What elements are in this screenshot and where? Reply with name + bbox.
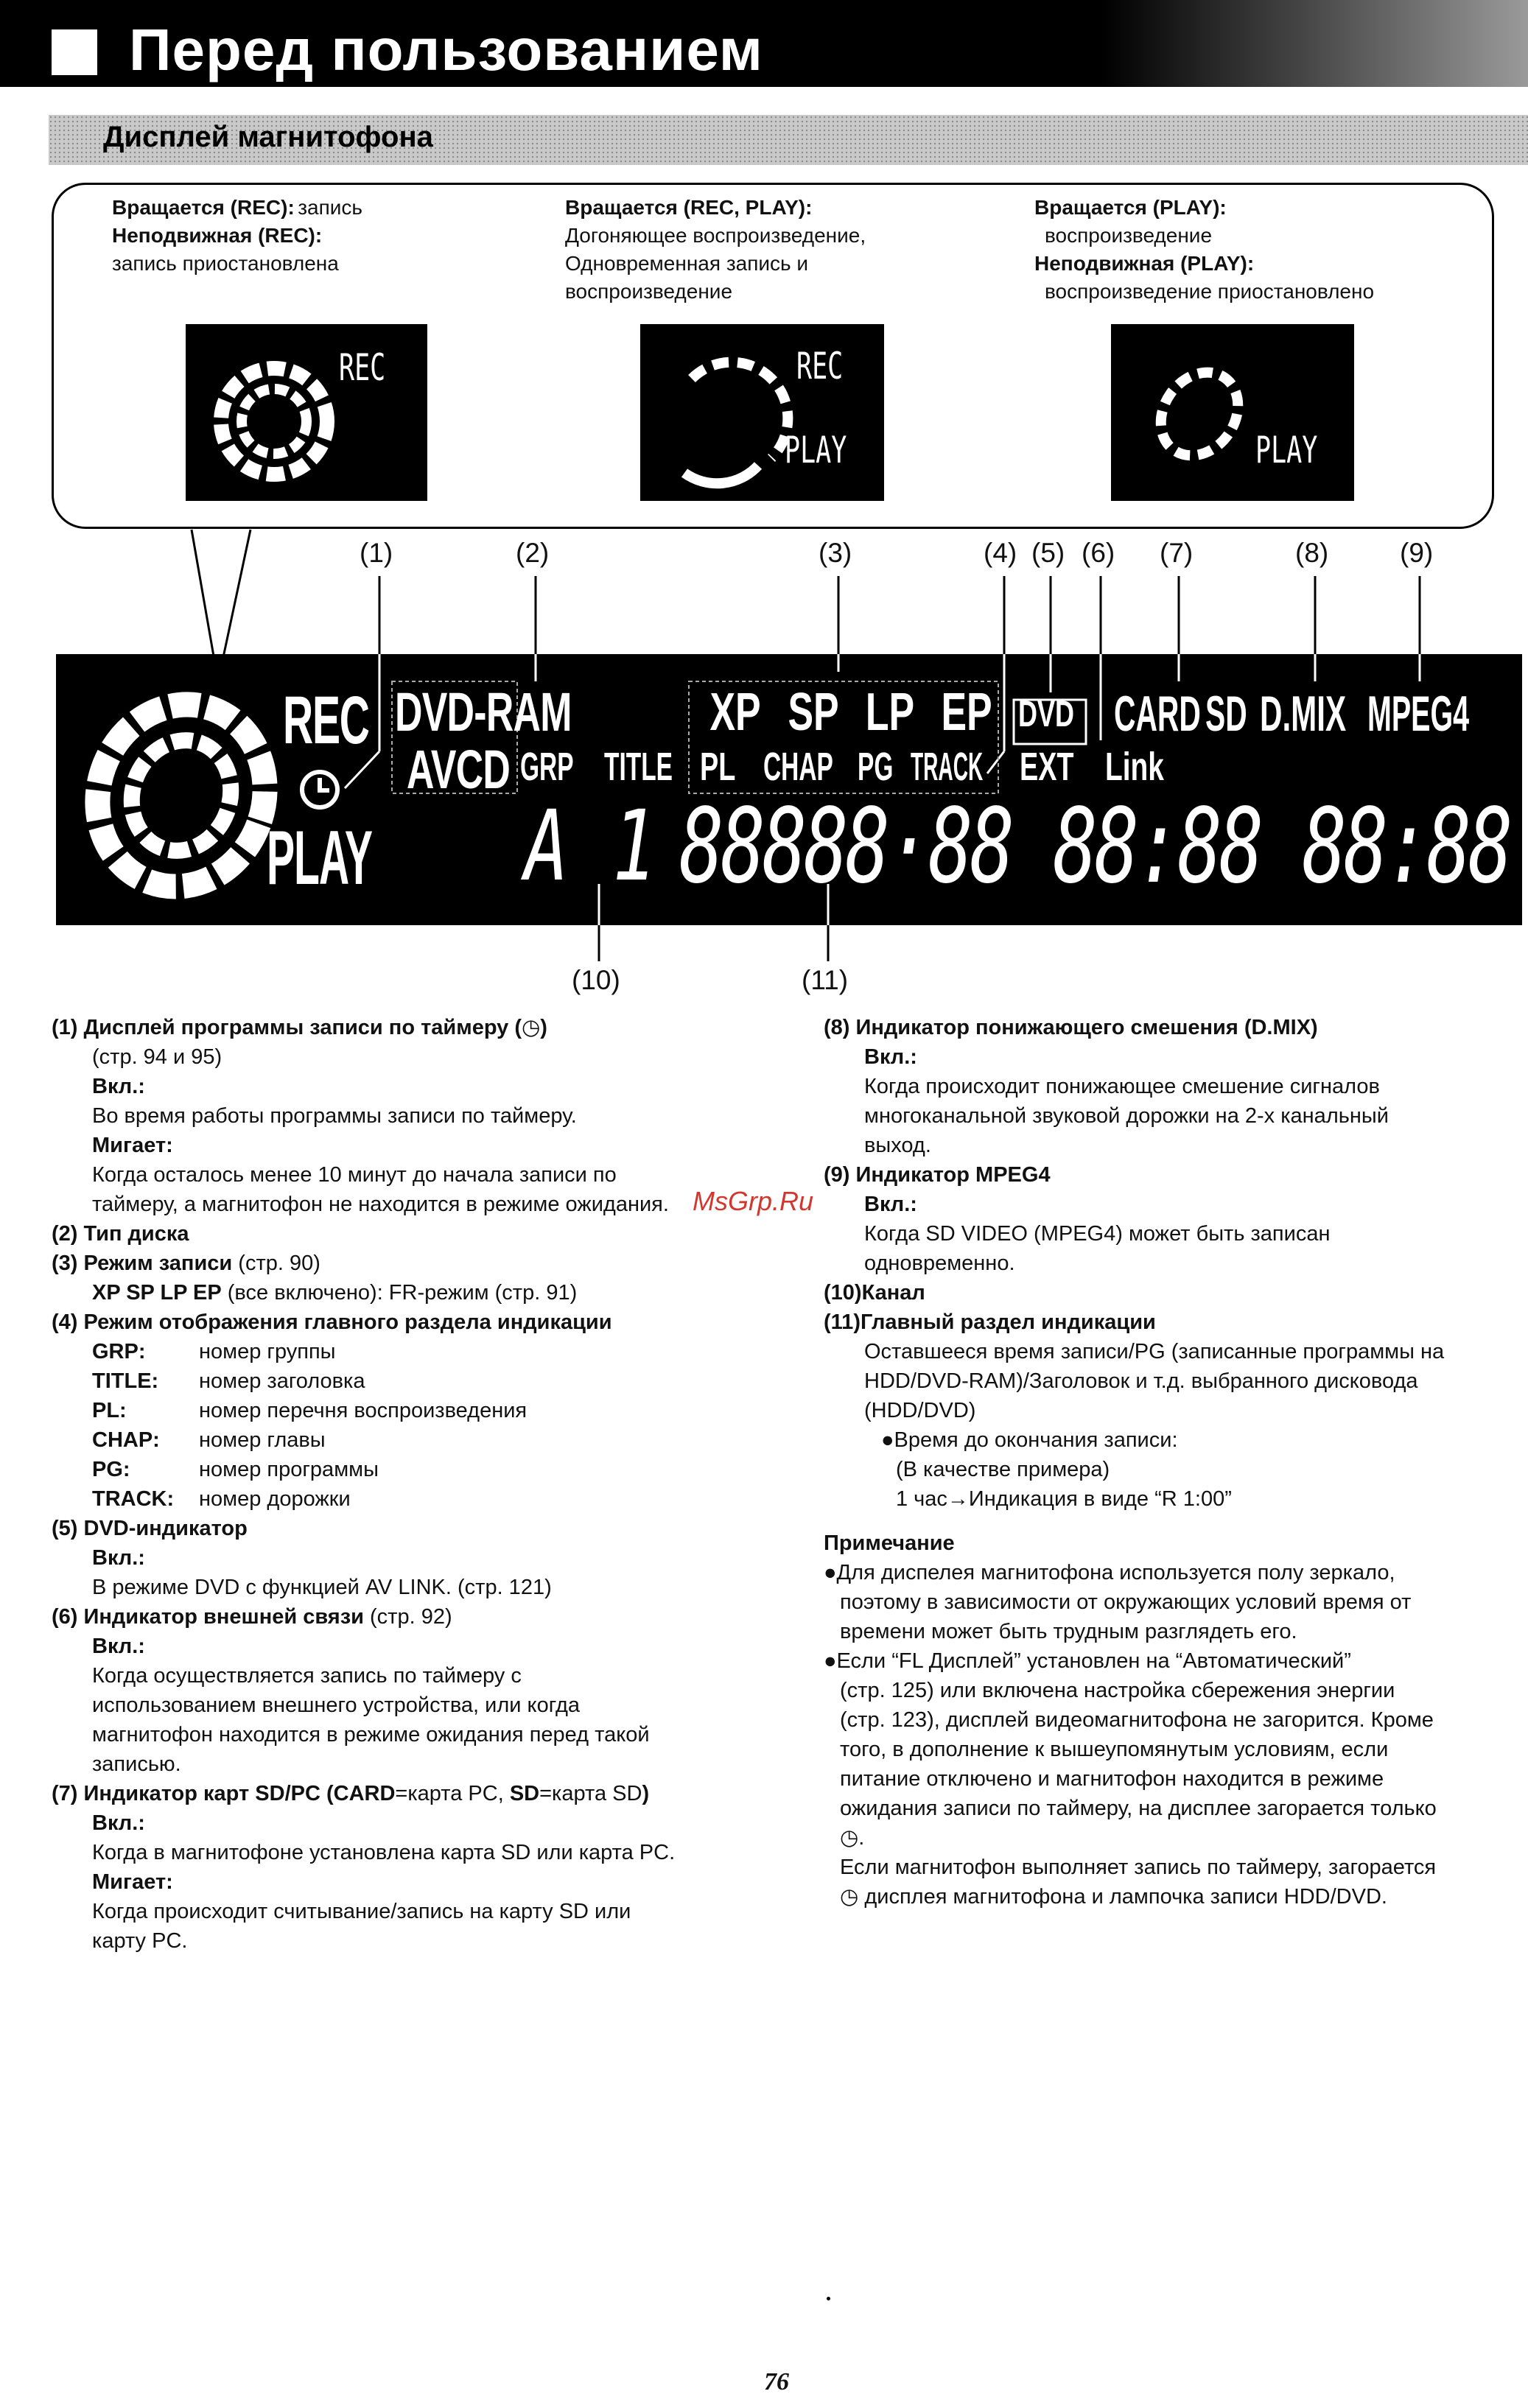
- page-title: Перед пользованием: [129, 17, 763, 83]
- display-link: Link: [1105, 745, 1164, 789]
- item6-text-3: магнитофон находится в режиме ожидания перед такой: [92, 1723, 650, 1747]
- still-rec-text: запись приостановлена: [112, 252, 339, 275]
- display-play: PLAY: [267, 815, 372, 901]
- display-pl: PL: [700, 745, 736, 789]
- rotating-play-text: воспроизведение: [1045, 224, 1213, 247]
- title-key: TITLE:: [92, 1369, 159, 1393]
- item7-blink-label: Мигает:: [92, 1870, 173, 1894]
- item3-title: (3) Режим записи: [52, 1252, 233, 1275]
- item3-ref: (стр. 90): [232, 1252, 320, 1275]
- item11-bullet: ●Время до окончания записи:: [881, 1428, 1178, 1452]
- title-value: номер заголовка: [199, 1369, 365, 1393]
- display-channel: A 1: [525, 790, 656, 903]
- display-sd: SD: [1205, 686, 1247, 742]
- timer-icon: [296, 766, 343, 813]
- display-ext: EXT: [1020, 745, 1074, 789]
- grp-value: номер группы: [199, 1340, 336, 1363]
- section-title: Дисплей магнитофона: [103, 121, 433, 153]
- item3-fr-mode: FR-режим (стр. 91): [382, 1281, 578, 1305]
- item11-example-value: 1 час→Индикация в виде “R 1:00”: [896, 1487, 1232, 1511]
- item1-blink-label: Мигает:: [92, 1134, 173, 1157]
- label-8: (8): [1295, 538, 1329, 568]
- item9-text-2: одновременно.: [864, 1252, 1015, 1275]
- label-11: (11): [802, 965, 849, 995]
- label-10: (10): [572, 965, 620, 995]
- note2-line-2: (стр. 125) или включена настройка сбережения энергии: [840, 1679, 1395, 1702]
- mode-ep: EP: [941, 683, 992, 742]
- note2-line-8: Если магнитофон выполняет запись по таймеру, загорается: [840, 1856, 1437, 1879]
- still-rec-label: Неподвижная (REC):: [112, 224, 323, 247]
- item8-text-1: Когда происходит понижающее смешение сигналов: [864, 1075, 1380, 1098]
- mini-play-label-2: PLAY: [1255, 429, 1318, 471]
- display-dvd: DVD: [1018, 693, 1075, 734]
- still-play-text: воспроизведение приостановлено: [1045, 280, 1375, 303]
- chap-value: номер главы: [199, 1428, 326, 1452]
- note2-line-5: питание отключено и магнитофон находится в режиме: [840, 1767, 1384, 1791]
- mode-sp: SP: [788, 683, 839, 742]
- label-7: (7): [1160, 538, 1194, 568]
- item1-blink-text-2: таймеру, а магнитофон не находится в режиме ожидания.: [92, 1193, 669, 1216]
- label-1: (1): [360, 538, 393, 568]
- note2-line-4: того, в дополнение к вышеупомянутым условиям, если: [840, 1738, 1389, 1761]
- item6-text-2: использованием внешнего устройства, или когда: [92, 1693, 581, 1717]
- item3-modes-note: (все включено):: [221, 1281, 383, 1305]
- display-rec: REC: [283, 683, 369, 758]
- rec-play-text-1: Догоняющее воспроизведение,: [565, 224, 866, 247]
- note2-line-7: ◷.: [840, 1826, 865, 1850]
- track-key: TRACK:: [92, 1487, 175, 1511]
- item7-on-text: Когда в магнитофоне установлена карта SD или карта PC.: [92, 1841, 676, 1864]
- item2-title: (2) Тип диска: [52, 1222, 189, 1246]
- label-4: (4): [984, 538, 1017, 568]
- item6-text-1: Когда осуществляется запись по таймеру с: [92, 1664, 522, 1688]
- note-title: Примечание: [824, 1531, 955, 1555]
- pg-key: PG:: [92, 1458, 130, 1481]
- display-card: CARD: [1114, 686, 1201, 742]
- display-mpeg4: MPEG4: [1367, 686, 1470, 742]
- item7-title-d: =карта SD: [539, 1782, 642, 1805]
- display-grp: GRP: [520, 745, 574, 789]
- item6-title: (6) Индикатор внешней связи: [52, 1605, 364, 1629]
- label-5: (5): [1031, 538, 1065, 568]
- item1-on-text: Во время работы программы записи по таймеру.: [92, 1104, 577, 1128]
- still-play-label: Неподвижная (PLAY):: [1034, 252, 1255, 275]
- pl-key: PL:: [92, 1399, 127, 1422]
- item4-title: (4) Режим отображения главного раздела индикации: [52, 1310, 612, 1334]
- display-pg: PG: [858, 745, 894, 789]
- pg-value: номер программы: [199, 1458, 379, 1481]
- note1-line-2: поэтому в зависимости от окружающих условий время от: [840, 1590, 1412, 1614]
- display-title: TITLE: [604, 745, 673, 789]
- rotating-rec-text: запись: [298, 196, 363, 219]
- label-2: (2): [516, 538, 550, 568]
- watermark: MsGrp.Ru: [693, 1186, 814, 1216]
- rec-play-text-3: воспроизведение: [565, 280, 733, 303]
- display-dvd-ram: DVD-RAM: [395, 681, 572, 743]
- right-column: [824, 1013, 1487, 1912]
- item7-blink-text-2: карту PC.: [92, 1929, 188, 1953]
- item6-on-label: Вкл.:: [92, 1635, 145, 1658]
- item9-on-label: Вкл.:: [864, 1193, 917, 1216]
- item6-text-4: записью.: [92, 1752, 181, 1776]
- track-value: номер дорожки: [199, 1487, 351, 1511]
- pl-value: номер перечня воспроизведения: [199, 1399, 528, 1422]
- rotating-play-label: Вращается (PLAY):: [1034, 196, 1227, 219]
- item8-text-3: выход.: [864, 1134, 931, 1157]
- item7-blink-text-1: Когда происходит считывание/запись на карту SD или: [92, 1900, 631, 1923]
- item5-on-label: Вкл.:: [92, 1546, 145, 1570]
- item1-on-label: Вкл.:: [92, 1075, 145, 1098]
- item8-title: (8) Индикатор понижающего смешения (D.MIX): [824, 1016, 1318, 1039]
- item11-text-1: Оставшееся время записи/PG (записанные программы на: [864, 1340, 1445, 1363]
- item7-title-e: ): [642, 1782, 650, 1805]
- item5-title: (5) DVD-индикатор: [52, 1517, 248, 1540]
- note2-line-9: ◷ дисплея магнитофона и лампочка записи HDD/DVD.: [840, 1885, 1387, 1909]
- display-chap: CHAP: [763, 745, 833, 789]
- item7-title-b: =карта PC,: [395, 1782, 510, 1805]
- note2-line-1: ●Если “FL Дисплей” установлен на “Автоматический”: [824, 1649, 1351, 1673]
- note2-line-6: ожидания записи по таймеру, на дисплее загорается только: [840, 1797, 1437, 1820]
- display-track: TRACK: [911, 745, 984, 789]
- mode-xp: XP: [709, 683, 761, 742]
- label-9: (9): [1400, 538, 1434, 568]
- item5-on-text: В режиме DVD с функцией AV LINK. (стр. 121): [92, 1576, 552, 1599]
- item11-title: (11)Главный раздел индикации: [824, 1310, 1156, 1334]
- rotating-rec-play-label: Вращается (REC, PLAY):: [565, 196, 813, 219]
- disc-icon: [71, 670, 299, 913]
- rotating-rec-label: Вращается (REC):: [112, 196, 295, 219]
- item11-example: (В качестве примера): [896, 1458, 1110, 1481]
- item1-blink-text-1: Когда осталось менее 10 минут до начала записи по: [92, 1163, 617, 1187]
- display-main-digits: 88888·88 88:88 88:88: [679, 787, 1510, 907]
- item10-title: (10)Канал: [824, 1281, 925, 1305]
- chap-key: CHAP:: [92, 1428, 160, 1452]
- item8-text-2: многоканальной звуковой дорожки на 2-х канальный: [864, 1104, 1389, 1128]
- item7-title-a: (7) Индикатор карт SD/PC (CARD: [52, 1782, 396, 1805]
- label-6: (6): [1082, 538, 1115, 568]
- mini-rec-label-2: REC: [796, 345, 844, 387]
- mini-play-label: PLAY: [785, 429, 847, 471]
- item1-title: (1) Дисплей программы записи по таймеру (◷): [52, 1016, 547, 1039]
- item1-ref: (стр. 94 и 95): [92, 1045, 222, 1069]
- item9-title: (9) Индикатор MPEG4: [824, 1163, 1051, 1187]
- item7-on-label: Вкл.:: [92, 1811, 145, 1835]
- grp-key: GRP:: [92, 1340, 146, 1363]
- item9-text-1: Когда SD VIDEO (MPEG4) может быть записан: [864, 1222, 1331, 1246]
- rec-play-text-2: Одновременная запись и: [565, 252, 809, 275]
- item11-text-3: (HDD/DVD): [864, 1399, 976, 1422]
- mini-rec-label: REC: [339, 346, 386, 389]
- item11-text-2: HDD/DVD-RAM)/Заголовок и т.д. выбранного дисковода: [864, 1369, 1418, 1393]
- label-3: (3): [819, 538, 852, 568]
- item8-on-label: Вкл.:: [864, 1045, 917, 1069]
- item7-title-c: SD: [509, 1782, 540, 1805]
- display-avcd: AVCD: [407, 739, 511, 800]
- mode-lp: LP: [865, 683, 915, 742]
- note2-line-3: (стр. 123), дисплей видеомагнитофона не загорится. Кроме: [840, 1708, 1434, 1732]
- note1-line-3: времени может быть трудным разглядеть его.: [840, 1620, 1297, 1643]
- item6-ref: (стр. 92): [363, 1605, 452, 1629]
- note1-line-1: ●Для диспелея магнитофона используется полу зеркало,: [824, 1561, 1395, 1584]
- page-number: 76: [764, 2368, 789, 2395]
- left-column: [52, 1013, 759, 1956]
- item3-modes: XP SP LP EP: [92, 1281, 222, 1305]
- display-dmix: D.MIX: [1260, 686, 1347, 742]
- display-record-modes: [700, 682, 1002, 743]
- dot-mark: [827, 2297, 830, 2300]
